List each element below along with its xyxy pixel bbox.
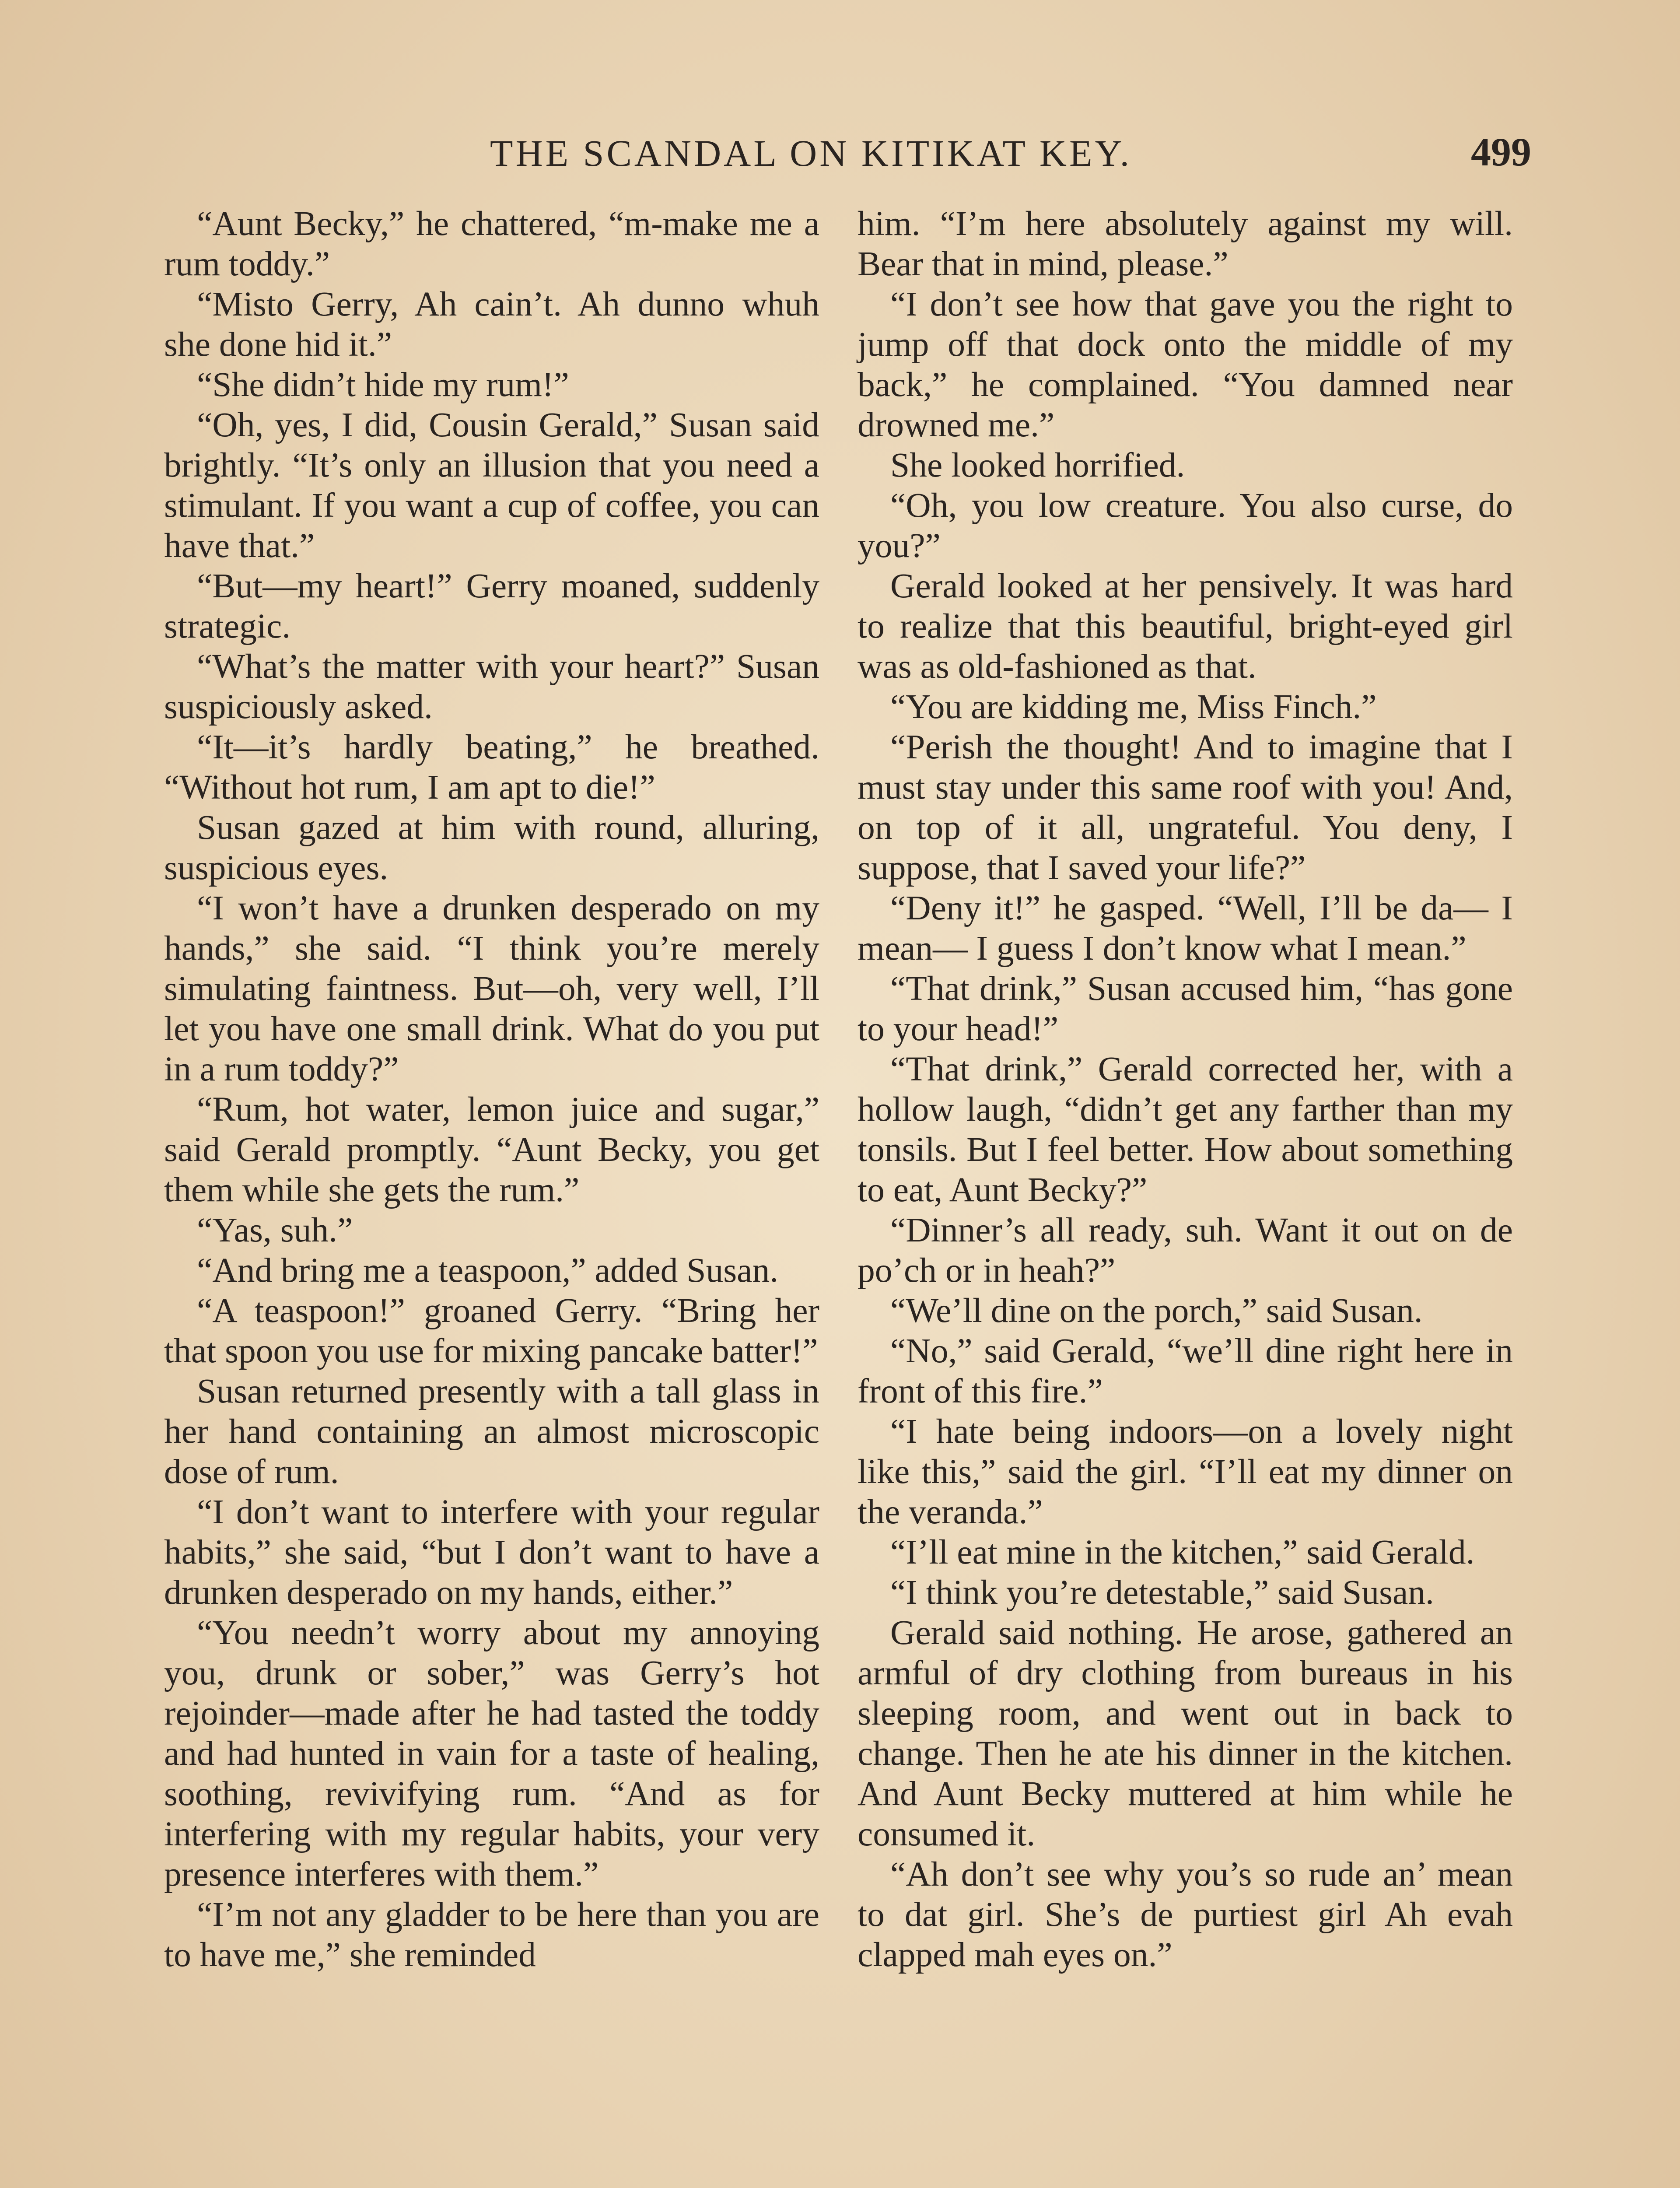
paragraph: “We’ll dine on the porch,” said Susan. [890, 1291, 1423, 1330]
right-column [858, 203, 1513, 1975]
paragraph: “That drink,” Susan accused him, “has gone to your head!” [858, 969, 1513, 1048]
running-title: THE SCANDAL ON KITIKAT KEY. [490, 132, 1132, 174]
paragraph: “But—my heart!” Gerry moaned, suddenly strategic. [164, 567, 819, 645]
paragraph: “I’m not any gladder to be here than you are to have me,” she reminded [164, 1895, 819, 1974]
paragraph: “Deny it!” he gasped. “Well, I’ll be da— I mean— I guess I don’t know what I mean.” [858, 889, 1513, 968]
paragraph: “It—it’s hardly beating,” he breathed. “Without hot rum, I am apt to die!” [164, 728, 819, 806]
paragraph: “Oh, yes, I did, Cousin Gerald,” Susan said brightly. “It’s only an illusion that you need a stimulant. If you want a cup of coffee, you can have that.” [164, 406, 819, 565]
paragraph: “Oh, you low creature. You also curse, do you?” [858, 486, 1513, 565]
paragraph: Susan returned presently with a tall glass in her hand containing an almost microscopic dose of rum. [164, 1372, 819, 1491]
paragraph: “I don’t see how that gave you the right to jump off that dock onto the middle of my back,” he complained. “You damned near drowned me.” [858, 285, 1513, 444]
left-column [164, 203, 819, 1975]
paragraph: “I hate being indoors—on a lovely night like this,” said the girl. “I’ll eat my dinner on the veranda.” [858, 1412, 1513, 1531]
paragraph: “Aunt Becky,” he chattered, “m-make me a rum toddy.” [164, 204, 819, 283]
paragraph: Susan gazed at him with round, alluring, suspicious eyes. [164, 808, 819, 887]
paragraph: “Dinner’s all ready, suh. Want it out on de po’ch or in heah?” [858, 1211, 1513, 1290]
paragraph: Gerald said nothing. He arose, gathered an armful of dry clothing from bureaus in his sleeping room, and went out in back to change. Then he ate his dinner in the kitchen. And Aunt Becky muttered at him while he consumed it. [858, 1613, 1513, 1853]
paragraph: “She didn’t hide my rum!” [197, 365, 569, 404]
paragraph-continuation: him. “I’m here absolutely against my will. Bear that in mind, please.” [858, 204, 1513, 283]
paragraph: “I won’t have a drunken desperado on my hands,” she said. “I think you’re merely simulating faintness. But—oh, very well, I’ll let you have one small drink. What do you put in a rum toddy?” [164, 889, 819, 1088]
page-number: 499 [1471, 130, 1531, 174]
paragraph: “Ah don’t see why you’s so rude an’ mean to dat girl. She’s de purtiest girl Ah evah clapped mah eyes on.” [858, 1855, 1513, 1974]
paragraph: “No,” said Gerald, “we’ll dine right here in front of this fire.” [858, 1332, 1513, 1410]
paragraph: “And bring me a teaspoon,” added Susan. [197, 1251, 779, 1290]
paragraph: “Rum, hot water, lemon juice and sugar,” said Gerald promptly. “Aunt Becky, you get them while she gets the rum.” [164, 1090, 819, 1209]
paragraph: She looked horrified. [890, 446, 1185, 484]
paragraph: “You needn’t worry about my annoying you, drunk or sober,” was Gerry’s hot rejoinder—made after he had tasted the toddy and had hunted in vain for a taste of healing, soothing, revivifying rum. “And as for interfering with my regular habits, your very presence interferes with them.” [164, 1613, 819, 1893]
paragraph: “That drink,” Gerald corrected her, with a hollow laugh, “didn’t get any farther than my tonsils. But I feel better. How about something to eat, Aunt Becky?” [858, 1050, 1513, 1209]
paragraph: “You are kidding me, Miss Finch.” [890, 687, 1377, 726]
paragraph: “I don’t want to interfere with your regular habits,” she said, “but I don’t want to have a drunken desperado on my hands, either.” [164, 1493, 819, 1612]
paragraph: “I think you’re detestable,” said Susan. [890, 1573, 1434, 1612]
paragraph: “I’ll eat mine in the kitchen,” said Gerald. [890, 1533, 1475, 1571]
paragraph: “Perish the thought! And to imagine that I must stay under this same roof with you! And, on top of it all, ungrateful. You deny, I suppose, that I saved your life?” [858, 728, 1513, 887]
paragraph: Gerald looked at her pensively. It was hard to realize that this beautiful, bright-eyed girl was as old-fashioned as that. [858, 567, 1513, 686]
paragraph: “Misto Gerry, Ah cain’t. Ah dunno whuh she done hid it.” [164, 285, 819, 364]
paragraph: “What’s the matter with your heart?” Susan suspiciously asked. [164, 647, 819, 726]
paragraph: “Yas, suh.” [197, 1211, 353, 1249]
paragraph: “A teaspoon!” groaned Gerry. “Bring her that spoon you use for mixing pancake batter!” [164, 1291, 819, 1370]
page-header [166, 131, 1531, 184]
